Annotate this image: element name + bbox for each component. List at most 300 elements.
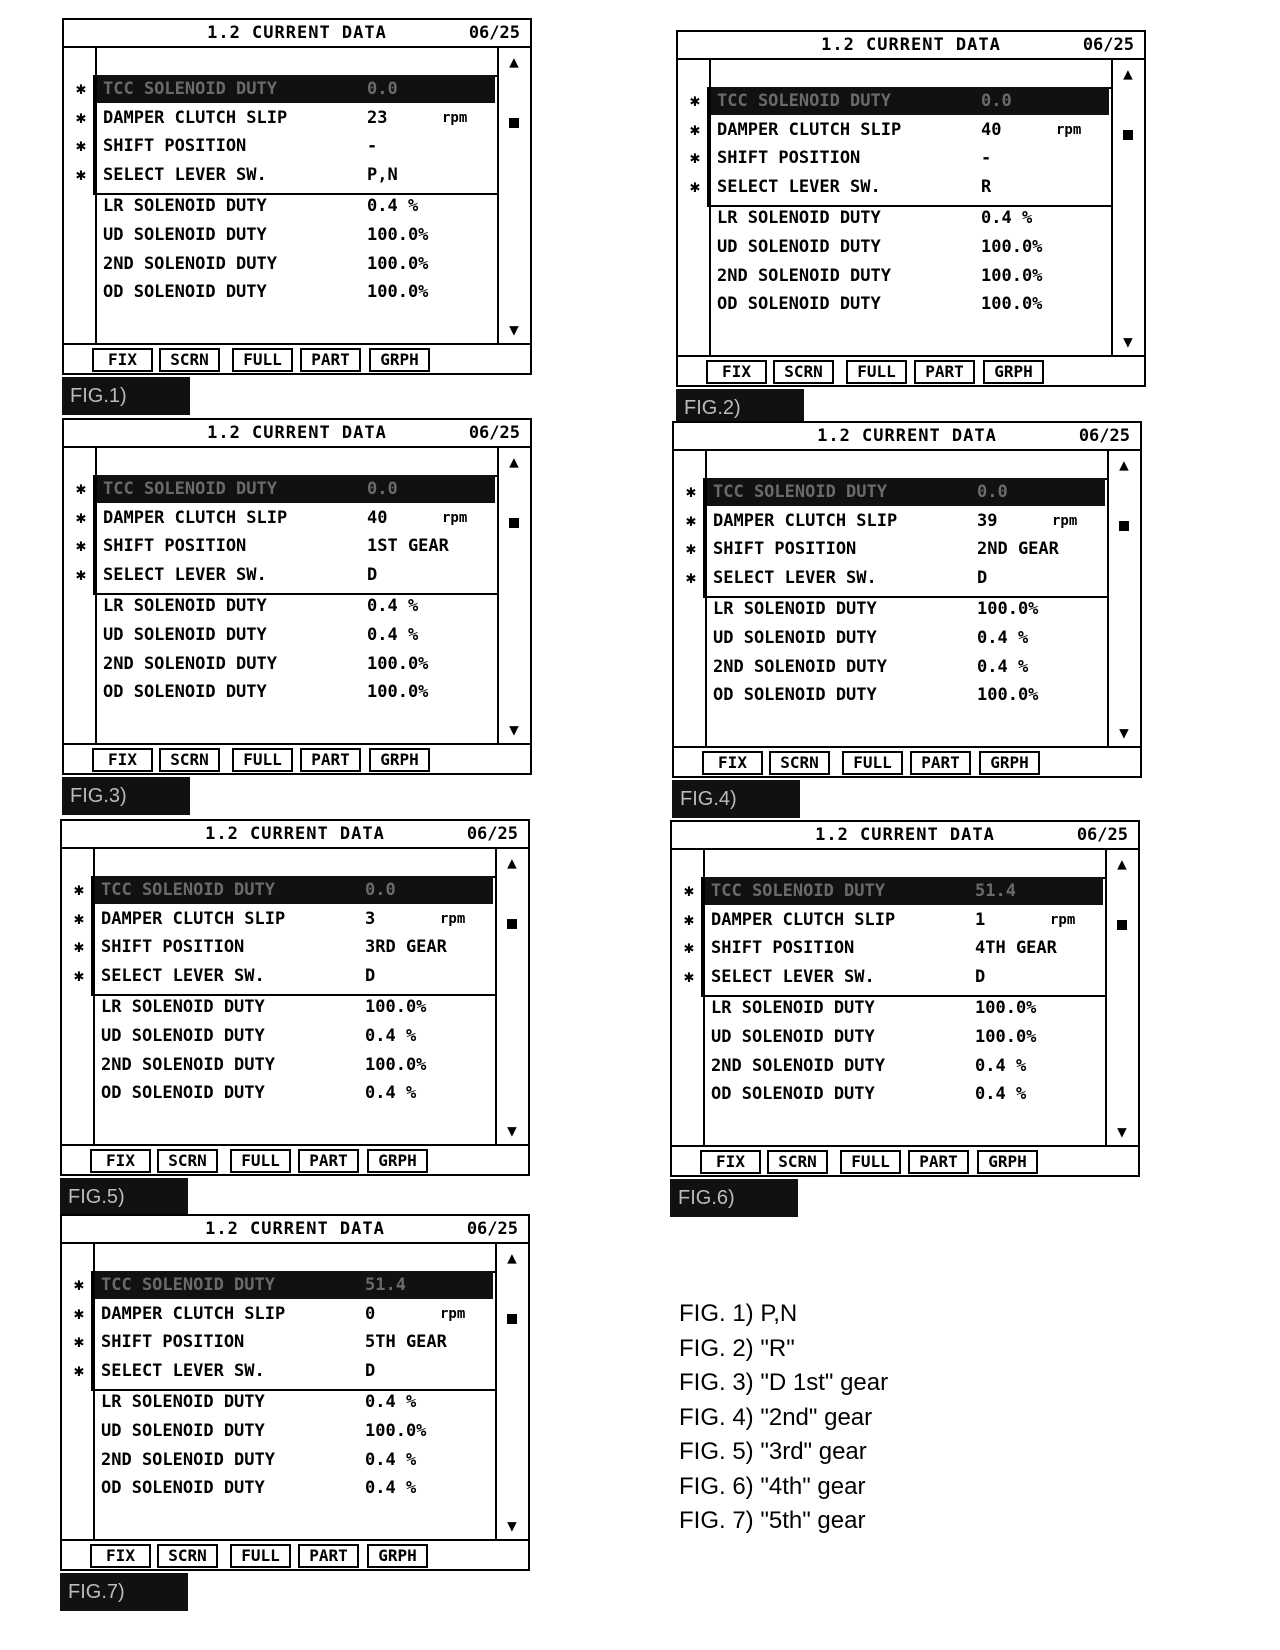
- fkey-button[interactable]: FULL: [230, 1149, 291, 1173]
- data-row-od[interactable]: [95, 1474, 493, 1502]
- item-name: SELECT LEVER SW.: [101, 965, 265, 986]
- fix-mark-icon: ✱: [75, 507, 87, 528]
- function-key-bar: [62, 1539, 528, 1569]
- item-value: -: [367, 136, 378, 157]
- item-name: SELECT LEVER SW.: [103, 164, 267, 185]
- data-row-damper[interactable]: [75, 104, 495, 132]
- fkey-button[interactable]: SCRN: [159, 348, 220, 372]
- item-value: 0.4 %: [367, 596, 419, 617]
- data-row-second[interactable]: [711, 262, 1109, 290]
- scrollbar[interactable]: [498, 48, 530, 345]
- scroll-down-icon[interactable]: ▼: [507, 1121, 517, 1140]
- data-row-ud[interactable]: [705, 1023, 1103, 1051]
- fkey-button[interactable]: SCRN: [769, 751, 830, 775]
- scroll-thumb[interactable]: [507, 919, 517, 929]
- item-name: DAMPER CLUTCH SLIP: [717, 119, 902, 140]
- data-row-tcc[interactable]: [689, 87, 1109, 115]
- fix-mark-icon: ✱: [685, 539, 697, 560]
- page-counter: 06/25: [1078, 426, 1130, 446]
- item-value: 40: [981, 119, 1002, 140]
- scroll-down-icon[interactable]: ▼: [507, 1516, 517, 1535]
- item-value: D: [975, 966, 986, 987]
- scroll-down-icon[interactable]: ▼: [509, 720, 519, 739]
- item-name: DAMPER CLUTCH SLIP: [713, 510, 898, 531]
- legend-item: FIG. 7) "5th" gear: [679, 1507, 866, 1534]
- data-row-lr[interactable]: [707, 595, 1105, 623]
- item-value: 100.0%: [975, 998, 1037, 1019]
- fix-mark-icon: ✱: [685, 510, 697, 531]
- item-value: 40: [367, 507, 388, 528]
- data-row-damper[interactable]: [689, 116, 1109, 144]
- data-row-lr[interactable]: [95, 993, 493, 1021]
- scan-tool-screen: [62, 18, 532, 375]
- item-value: 0.4 %: [981, 208, 1033, 229]
- scrollbar[interactable]: [496, 1244, 528, 1541]
- item-value: 0.0: [981, 91, 1012, 111]
- item-unit: rpm: [440, 910, 466, 927]
- scan-tool-figure: [60, 819, 530, 1208]
- page-counter: 06/25: [466, 1219, 518, 1239]
- fkey-button[interactable]: FIX: [700, 1150, 761, 1174]
- fkey-button[interactable]: GRPH: [979, 751, 1040, 775]
- scan-tool-figure: [62, 18, 532, 407]
- item-name: TCC SOLENOID DUTY: [713, 482, 887, 502]
- item-name: TCC SOLENOID DUTY: [711, 881, 885, 901]
- item-value: 2ND GEAR: [977, 539, 1059, 560]
- fix-mark-icon: ✱: [683, 966, 695, 987]
- item-name: TCC SOLENOID DUTY: [103, 479, 277, 499]
- data-row-lever[interactable]: [75, 561, 495, 589]
- data-row-lr[interactable]: [705, 994, 1103, 1022]
- fkey-button[interactable]: SCRN: [767, 1150, 828, 1174]
- data-row-lever[interactable]: [73, 1357, 493, 1385]
- data-row-ud[interactable]: [95, 1417, 493, 1445]
- scrollbar[interactable]: [1108, 451, 1140, 748]
- item-name: LR SOLENOID DUTY: [101, 997, 265, 1018]
- data-row-shift[interactable]: [683, 934, 1103, 962]
- data-row-od[interactable]: [707, 681, 1105, 709]
- item-value: 4TH GEAR: [975, 938, 1057, 959]
- item-name: OD SOLENOID DUTY: [103, 682, 267, 703]
- item-name: LR SOLENOID DUTY: [711, 998, 875, 1019]
- item-name: LR SOLENOID DUTY: [713, 599, 877, 620]
- fkey-button[interactable]: PART: [914, 360, 975, 384]
- scan-tool-screen: [60, 1214, 530, 1571]
- data-row-damper[interactable]: [685, 507, 1105, 535]
- scroll-up-icon[interactable]: ▲: [509, 52, 519, 71]
- data-row-second[interactable]: [95, 1446, 493, 1474]
- item-value: 0: [365, 1303, 376, 1324]
- fix-mark-icon: ✱: [75, 564, 87, 585]
- item-name: 2ND SOLENOID DUTY: [101, 1449, 275, 1470]
- fkey-button[interactable]: FIX: [92, 348, 153, 372]
- scroll-thumb[interactable]: [1119, 521, 1129, 531]
- legend-item: FIG. 6) "4th" gear: [679, 1472, 866, 1500]
- scrollbar[interactable]: [1106, 850, 1138, 1147]
- item-value: D: [365, 1360, 376, 1381]
- item-value: 0.4 %: [975, 1055, 1027, 1076]
- scrollbar[interactable]: [496, 849, 528, 1146]
- data-row-ud[interactable]: [707, 624, 1105, 652]
- fkey-button[interactable]: SCRN: [159, 748, 220, 772]
- scan-tool-figure: [676, 30, 1146, 419]
- data-row-ud[interactable]: [711, 233, 1109, 261]
- item-value: 0.0: [365, 880, 396, 900]
- data-row-lever[interactable]: [73, 962, 493, 990]
- scan-tool-figure: [62, 418, 532, 807]
- fix-mark-icon: ✱: [683, 909, 695, 930]
- data-list: [689, 60, 1113, 357]
- scan-tool-figure: [672, 421, 1142, 810]
- fix-mark-icon: ✱: [73, 1303, 85, 1324]
- fix-mark-icon: ✱: [73, 937, 85, 958]
- page-counter: 06/25: [468, 23, 520, 43]
- page-counter: 06/25: [1082, 35, 1134, 55]
- figure-legend: [679, 1297, 888, 1539]
- page-counter: 06/25: [1076, 825, 1128, 845]
- figure-caption: FIG.2): [676, 389, 804, 427]
- item-value: -: [981, 148, 992, 169]
- item-value: 100.0%: [977, 599, 1039, 620]
- item-name: LR SOLENOID DUTY: [101, 1392, 265, 1413]
- scroll-down-icon[interactable]: ▼: [1123, 332, 1133, 351]
- fkey-button[interactable]: FIX: [90, 1544, 151, 1568]
- item-name: DAMPER CLUTCH SLIP: [103, 107, 288, 128]
- data-row-second[interactable]: [97, 650, 495, 678]
- page-counter: 06/25: [466, 824, 518, 844]
- item-value: 0.0: [367, 79, 398, 99]
- item-value: 100.0%: [981, 265, 1043, 286]
- fkey-button[interactable]: FIX: [702, 751, 763, 775]
- data-row-damper[interactable]: [75, 504, 495, 532]
- data-row-lever[interactable]: [683, 963, 1103, 991]
- item-name: UD SOLENOID DUTY: [103, 625, 267, 645]
- data-list: [73, 849, 497, 1146]
- item-name: SHIFT POSITION: [711, 938, 855, 959]
- data-row-tcc[interactable]: [685, 478, 1105, 506]
- fkey-button[interactable]: GRPH: [367, 1149, 428, 1173]
- data-row-tcc[interactable]: [75, 75, 495, 103]
- data-row-damper[interactable]: [683, 906, 1103, 934]
- screen-title-bar: [62, 1216, 528, 1244]
- fkey-button[interactable]: PART: [300, 748, 361, 772]
- fkey-button[interactable]: FULL: [230, 1544, 291, 1568]
- fkey-button[interactable]: FIX: [92, 748, 153, 772]
- data-row-lr[interactable]: [97, 592, 495, 620]
- item-name: TCC SOLENOID DUTY: [103, 79, 277, 99]
- scrollbar[interactable]: [498, 448, 530, 745]
- scroll-thumb[interactable]: [509, 518, 519, 528]
- data-row-lever[interactable]: [689, 173, 1109, 201]
- fkey-button[interactable]: GRPH: [367, 1544, 428, 1568]
- legend-item: FIG. 2) "R": [679, 1334, 795, 1362]
- item-unit: rpm: [1056, 121, 1082, 138]
- scroll-thumb[interactable]: [507, 1314, 517, 1324]
- item-name: DAMPER CLUTCH SLIP: [103, 507, 288, 528]
- fkey-button[interactable]: GRPH: [977, 1150, 1038, 1174]
- fkey-button[interactable]: GRPH: [369, 348, 430, 372]
- item-unit: rpm: [1050, 911, 1076, 928]
- scan-tool-screen: [62, 418, 532, 775]
- data-list: [683, 850, 1107, 1147]
- item-name: OD SOLENOID DUTY: [101, 1083, 265, 1104]
- item-name: 2ND SOLENOID DUTY: [717, 265, 891, 286]
- item-name: UD SOLENOID DUTY: [101, 1026, 265, 1046]
- item-name: SELECT LEVER SW.: [711, 966, 875, 987]
- scroll-up-icon[interactable]: ▲: [507, 1248, 517, 1267]
- item-value: 100.0%: [367, 682, 429, 703]
- screen-title: 1.2 CURRENT DATA: [205, 824, 385, 844]
- scan-tool-figure: [670, 820, 1140, 1209]
- item-value: 51.4: [975, 881, 1016, 901]
- scroll-up-icon[interactable]: ▲: [1117, 854, 1127, 873]
- scroll-down-icon[interactable]: ▼: [1119, 723, 1129, 742]
- item-name: UD SOLENOID DUTY: [713, 628, 877, 648]
- screen-title-bar: [672, 822, 1138, 850]
- data-row-shift[interactable]: [75, 532, 495, 560]
- item-unit: rpm: [440, 1305, 466, 1322]
- scroll-down-icon[interactable]: ▼: [1117, 1122, 1127, 1141]
- fix-mark-icon: ✱: [75, 536, 87, 557]
- item-value: 0.4 %: [367, 625, 419, 645]
- legend-item: FIG. 3) "D 1st" gear: [679, 1369, 889, 1396]
- item-name: SHIFT POSITION: [103, 136, 247, 157]
- item-value: 0.4 %: [975, 1084, 1027, 1105]
- item-value: 0.4 %: [365, 1392, 417, 1413]
- item-name: LR SOLENOID DUTY: [103, 596, 267, 617]
- item-name: 2ND SOLENOID DUTY: [713, 656, 887, 677]
- fkey-button[interactable]: FULL: [846, 360, 907, 384]
- item-value: 100.0%: [367, 653, 429, 674]
- item-name: OD SOLENOID DUTY: [101, 1478, 265, 1499]
- function-key-bar: [674, 746, 1140, 776]
- data-row-tcc[interactable]: [683, 877, 1103, 905]
- scroll-thumb[interactable]: [509, 118, 519, 128]
- fix-mark-icon: ✱: [689, 148, 701, 169]
- scrollbar[interactable]: [1112, 60, 1144, 357]
- function-key-bar: [64, 343, 530, 373]
- item-value: 0.4 %: [977, 628, 1029, 648]
- item-name: SHIFT POSITION: [713, 539, 857, 560]
- legend-item: FIG. 4) "2nd" gear: [679, 1403, 873, 1431]
- item-value: 5TH GEAR: [365, 1332, 447, 1353]
- item-name: TCC SOLENOID DUTY: [717, 91, 891, 111]
- scan-tool-figure: [60, 1214, 530, 1603]
- data-row-od[interactable]: [711, 290, 1109, 318]
- scan-tool-screen: [676, 30, 1146, 387]
- item-name: UD SOLENOID DUTY: [103, 225, 267, 245]
- data-row-shift[interactable]: [73, 933, 493, 961]
- fix-mark-icon: ✱: [73, 1275, 85, 1295]
- fix-mark-icon: ✱: [73, 880, 85, 900]
- data-row-od[interactable]: [95, 1079, 493, 1107]
- fkey-button[interactable]: FULL: [842, 751, 903, 775]
- item-value: 0.0: [367, 479, 398, 499]
- screen-title-bar: [678, 32, 1144, 60]
- data-row-second[interactable]: [707, 653, 1105, 681]
- item-value: 100.0%: [977, 685, 1039, 706]
- data-row-od[interactable]: [97, 278, 495, 306]
- scroll-down-icon[interactable]: ▼: [509, 320, 519, 339]
- fkey-button[interactable]: SCRN: [157, 1544, 218, 1568]
- figure-caption: FIG.4): [672, 780, 800, 818]
- screen-title-bar: [62, 821, 528, 849]
- fkey-button[interactable]: GRPH: [983, 360, 1044, 384]
- data-row-tcc[interactable]: [75, 475, 495, 503]
- screen-title-bar: [64, 420, 530, 448]
- scroll-up-icon[interactable]: ▲: [1123, 64, 1133, 83]
- fkey-button[interactable]: PART: [908, 1150, 969, 1174]
- item-value: 100.0%: [981, 237, 1043, 257]
- item-name: 2ND SOLENOID DUTY: [103, 653, 277, 674]
- fix-mark-icon: ✱: [689, 119, 701, 140]
- item-value: 1: [975, 909, 986, 930]
- fix-mark-icon: ✱: [75, 136, 87, 157]
- item-name: SHIFT POSITION: [101, 1332, 245, 1353]
- item-name: SHIFT POSITION: [101, 937, 245, 958]
- item-value: D: [977, 567, 988, 588]
- item-value: P,N: [367, 164, 398, 185]
- fkey-button[interactable]: FULL: [232, 748, 293, 772]
- item-name: SELECT LEVER SW.: [713, 567, 877, 588]
- fkey-button[interactable]: FULL: [840, 1150, 901, 1174]
- item-value: 51.4: [365, 1275, 406, 1295]
- data-row-lever[interactable]: [685, 564, 1105, 592]
- item-value: D: [367, 564, 378, 585]
- fix-mark-icon: ✱: [689, 176, 701, 197]
- function-key-bar: [672, 1145, 1138, 1175]
- item-name: SELECT LEVER SW.: [103, 564, 267, 585]
- fix-mark-icon: ✱: [683, 881, 695, 901]
- data-row-shift[interactable]: [689, 144, 1109, 172]
- data-row-damper[interactable]: [73, 1300, 493, 1328]
- item-value: 23: [367, 107, 388, 128]
- data-row-lever[interactable]: [75, 161, 495, 189]
- data-row-tcc[interactable]: [73, 876, 493, 904]
- fix-mark-icon: ✱: [75, 164, 87, 185]
- item-value: 100.0%: [367, 225, 429, 245]
- function-key-bar: [64, 743, 530, 773]
- item-name: UD SOLENOID DUTY: [717, 237, 881, 257]
- data-row-shift[interactable]: [685, 535, 1105, 563]
- function-key-bar: [678, 355, 1144, 385]
- fkey-button[interactable]: PART: [300, 348, 361, 372]
- item-name: DAMPER CLUTCH SLIP: [711, 909, 896, 930]
- fix-mark-icon: ✱: [75, 79, 87, 99]
- scroll-up-icon[interactable]: ▲: [509, 452, 519, 471]
- item-value: 100.0%: [367, 253, 429, 274]
- item-value: 100.0%: [981, 294, 1043, 315]
- item-value: 39: [977, 510, 998, 531]
- item-value: 0.4 %: [977, 656, 1029, 677]
- data-list: [73, 1244, 497, 1541]
- scroll-up-icon[interactable]: ▲: [507, 853, 517, 872]
- item-name: SHIFT POSITION: [717, 148, 861, 169]
- item-value: 0.4 %: [365, 1478, 417, 1499]
- item-value: 0.4 %: [365, 1026, 417, 1046]
- data-row-ud[interactable]: [95, 1022, 493, 1050]
- item-value: 3RD GEAR: [365, 937, 447, 958]
- fix-mark-icon: ✱: [75, 479, 87, 499]
- screen-title: 1.2 CURRENT DATA: [207, 23, 387, 43]
- item-name: TCC SOLENOID DUTY: [101, 1275, 275, 1295]
- item-name: SHIFT POSITION: [103, 536, 247, 557]
- data-row-second[interactable]: [95, 1051, 493, 1079]
- item-name: DAMPER CLUTCH SLIP: [101, 908, 286, 929]
- figure-caption: FIG.6): [670, 1179, 798, 1217]
- scan-tool-screen: [670, 820, 1140, 1177]
- fix-mark-icon: ✱: [689, 91, 701, 111]
- fix-mark-icon: ✱: [73, 908, 85, 929]
- item-name: 2ND SOLENOID DUTY: [103, 253, 277, 274]
- fix-mark-icon: ✱: [685, 567, 697, 588]
- fkey-button[interactable]: FIX: [90, 1149, 151, 1173]
- data-row-lr[interactable]: [95, 1388, 493, 1416]
- fix-mark-icon: ✱: [73, 1360, 85, 1381]
- data-row-ud[interactable]: [97, 621, 495, 649]
- item-value: 100.0%: [365, 997, 427, 1018]
- item-value: 3: [365, 908, 376, 929]
- data-row-lr[interactable]: [711, 204, 1109, 232]
- scroll-thumb[interactable]: [1117, 920, 1127, 930]
- screen-title: 1.2 CURRENT DATA: [817, 426, 997, 446]
- item-name: UD SOLENOID DUTY: [101, 1421, 265, 1441]
- scroll-thumb[interactable]: [1123, 130, 1133, 140]
- fkey-button[interactable]: SCRN: [157, 1149, 218, 1173]
- data-row-shift[interactable]: [75, 132, 495, 160]
- figure-caption: FIG.5): [60, 1178, 188, 1216]
- item-value: 100.0%: [365, 1421, 427, 1441]
- data-row-second[interactable]: [97, 250, 495, 278]
- data-row-damper[interactable]: [73, 905, 493, 933]
- item-name: DAMPER CLUTCH SLIP: [101, 1303, 286, 1324]
- fkey-button[interactable]: SCRN: [773, 360, 834, 384]
- scroll-up-icon[interactable]: ▲: [1119, 455, 1129, 474]
- data-row-ud[interactable]: [97, 221, 495, 249]
- screen-title: 1.2 CURRENT DATA: [815, 825, 995, 845]
- figure-caption: FIG.3): [62, 777, 190, 815]
- function-key-bar: [62, 1144, 528, 1174]
- item-name: OD SOLENOID DUTY: [717, 294, 881, 315]
- data-row-lr[interactable]: [97, 192, 495, 220]
- fkey-button[interactable]: GRPH: [369, 748, 430, 772]
- fkey-button[interactable]: PART: [298, 1149, 359, 1173]
- item-name: OD SOLENOID DUTY: [103, 282, 267, 303]
- screen-title: 1.2 CURRENT DATA: [207, 423, 387, 443]
- data-row-second[interactable]: [705, 1052, 1103, 1080]
- fkey-button[interactable]: PART: [298, 1544, 359, 1568]
- fkey-button[interactable]: FULL: [232, 348, 293, 372]
- item-value: R: [981, 176, 992, 197]
- fix-mark-icon: ✱: [683, 938, 695, 959]
- item-value: D: [365, 965, 376, 986]
- item-value: 0.4 %: [367, 196, 419, 217]
- data-list: [75, 448, 499, 745]
- page-counter: 06/25: [468, 423, 520, 443]
- screen-title-bar: [674, 423, 1140, 451]
- data-row-tcc[interactable]: [73, 1271, 493, 1299]
- item-value: 0.4 %: [365, 1449, 417, 1470]
- fkey-button[interactable]: FIX: [706, 360, 767, 384]
- data-row-od[interactable]: [97, 678, 495, 706]
- item-value: 0.0: [977, 482, 1008, 502]
- fix-mark-icon: ✱: [73, 965, 85, 986]
- fix-mark-icon: ✱: [75, 107, 87, 128]
- data-row-shift[interactable]: [73, 1328, 493, 1356]
- data-row-od[interactable]: [705, 1080, 1103, 1108]
- fkey-button[interactable]: PART: [910, 751, 971, 775]
- legend-item: FIG. 5) "3rd" gear: [679, 1438, 867, 1465]
